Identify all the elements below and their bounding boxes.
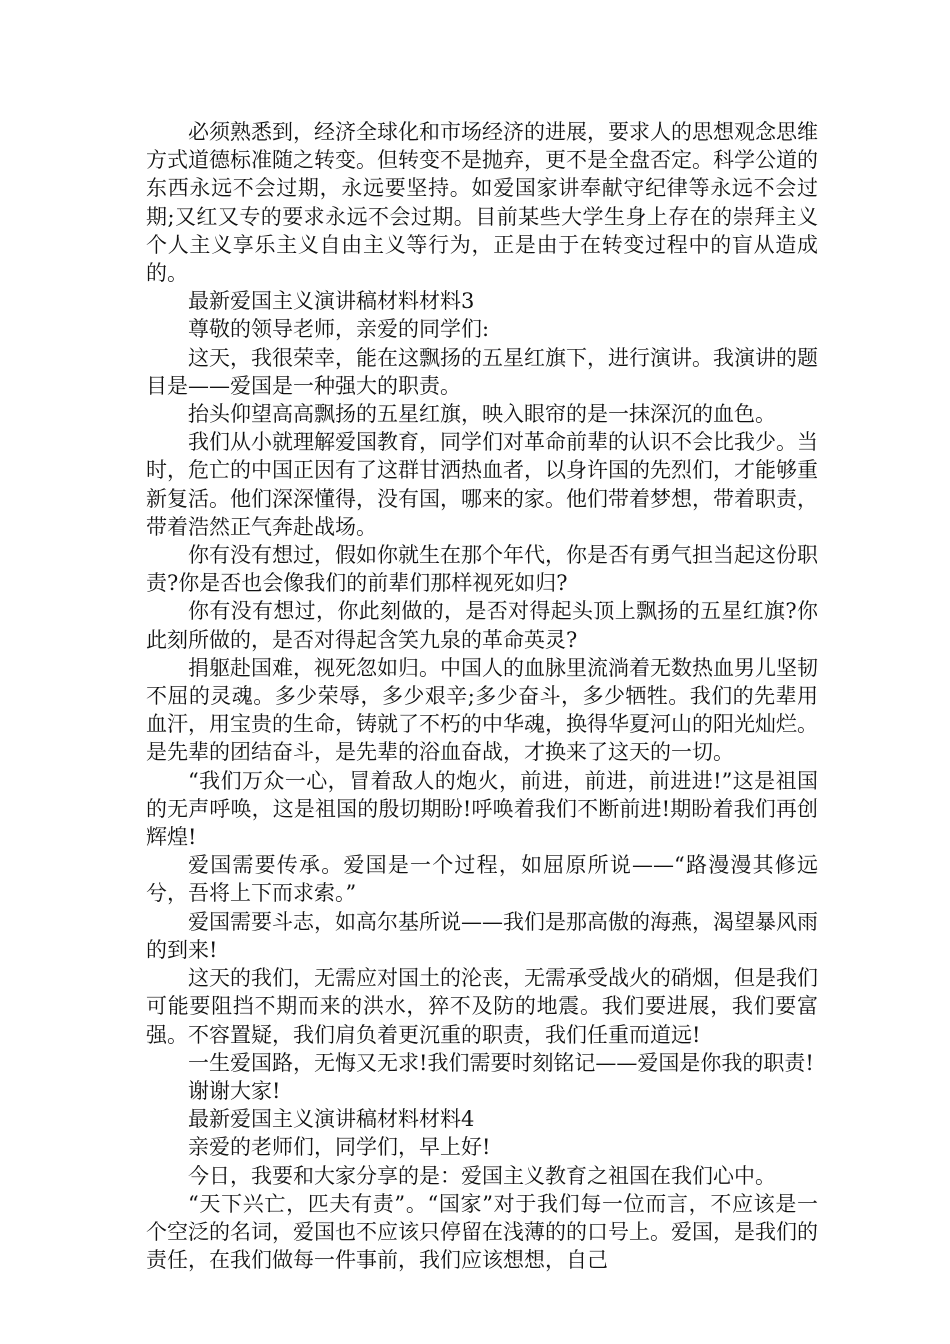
paragraph: 今日，我要和大家分享的是：爱国主义教育之祖国在我们心中。	[188, 1163, 776, 1188]
paragraph: “天下兴亡，匹夫有责”。“国家”对于我们每一位而言，不应该是一个空泛的名词，爱国也不应该只停留在浅薄的的口号上。爱国，是我们的责任，在我们做每一件事前，我们应该想想，自己	[146, 1191, 818, 1273]
paragraph: 你有没有想过，假如你就生在那个年代，你是否有勇气担当起这份职责?你是否也会像我们的前辈们那样视死如归?	[146, 543, 818, 596]
paragraph: 捐躯赴国难，视死忽如归。中国人的血脉里流淌着无数热血男儿坚韧不屈的灵魂。多少荣辱，多少艰辛;多少奋斗，多少牺牲。我们的先辈用血汗，用宝贵的生命，铸就了不朽的中华魂，换得华夏河山的阳光灿烂。是先辈的团结奋斗，是先辈的浴血奋战，才换来了这天的一切。	[146, 655, 818, 765]
paragraph: 我们从小就理解爱国教育，同学们对革命前辈的认识不会比我少。当时，危亡的中国正因有了这群甘洒热血者，以身许国的先烈们，才能够重新复活。他们深深懂得，没有国，哪来的家。他们带着梦想，带着职责，带着浩然正气奔赴战场。	[146, 430, 818, 539]
salutation: 亲爱的老师们，同学们，早上好!	[188, 1135, 491, 1160]
paragraph: 必须熟悉到，经济全球化和市场经济的进展，要求人的思想观念思维方式道德标准随之转变。但转变不是抛弃，更不是全盘否定。科学公道的东西永远不会过期，永远要坚持。如爱国家讲奉献守纪律等永远不会过期;又红又专的要求永远不会过期。目前某些大学生身上存在的崇拜主义个人主义享乐主义自由主义等行为，正是由于在转变过程中的盲从造成的。	[146, 120, 818, 286]
closing-line: 谢谢大家!	[188, 1078, 281, 1103]
section-heading: 最新爱国主义演讲稿材料材料3	[188, 289, 475, 314]
paragraph: 这天，我很荣幸，能在这飘扬的五星红旗下，进行演讲。我演讲的题目是——爱国是一种强大的职责。	[146, 345, 818, 398]
paragraph: 你有没有想过，你此刻做的，是否对得起头顶上飘扬的五星红旗?你此刻所做的，是否对得起含笑九泉的革命英灵?	[146, 599, 818, 652]
paragraph: 这天的我们，无需应对国土的沦丧，无需承受战火的硝烟，但是我们可能要阻挡不期而来的洪水，猝不及防的地震。我们要进展，我们要富强。不容置疑，我们肩负着更沉重的职责，我们任重而道远!	[146, 966, 818, 1047]
paragraph: 抬头仰望高高飘扬的五星红旗，映入眼帘的是一抹深沉的血色。	[188, 402, 776, 427]
document-body	[146, 118, 818, 1274]
paragraph: 一生爱国路，无悔又无求!我们需要时刻铭记——爱国是你我的职责!	[188, 1050, 814, 1075]
paragraph: 爱国需要斗志，如高尔基所说——我们是那高傲的海燕，渴望暴风雨的到来!	[146, 909, 818, 962]
section-heading: 最新爱国主义演讲稿材料材料4	[188, 1107, 475, 1132]
salutation: 尊敬的领导老师，亲爱的同学们:	[188, 317, 490, 342]
paragraph: “我们万众一心，冒着敌人的炮火，前进，前进，前进进!”这是祖国的无声呼唤，这是祖国的殷切期盼!呼唤着我们不断前进!期盼着我们再创辉煌!	[146, 768, 818, 850]
paragraph: 爱国需要传承。爱国是一个过程，如屈原所说——“路漫漫其修远兮，吾将上下而求索。”	[146, 853, 818, 906]
